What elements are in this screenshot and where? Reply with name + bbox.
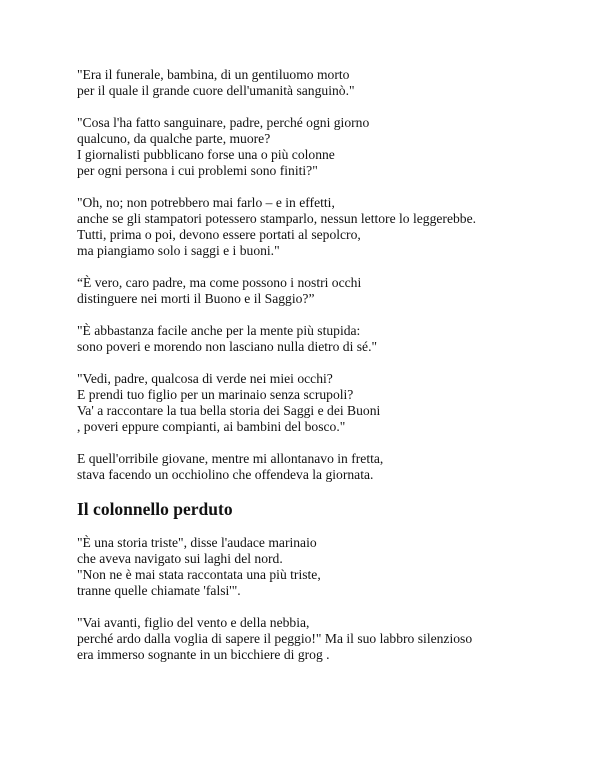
poem-line: "Cosa l'ha fatto sanguinare, padre, perché ogni giorno [77, 115, 370, 130]
poem-line: perché ardo dalla voglia di sapere il peggio!" Ma il suo labbro silenzioso [77, 631, 473, 646]
poem-line: “È vero, caro padre, ma come possono i nostri occhi [77, 275, 362, 290]
stanza-grog [77, 615, 577, 663]
poem-line: sono poveri e morendo non lasciano nulla dietro di sé." [77, 339, 378, 354]
poem-line: tranne quelle chiamate 'falsi'". [77, 583, 241, 598]
stanza-easy [77, 323, 577, 355]
poem-line: Tutti, prima o poi, devono essere portati al sepolcro, [77, 227, 361, 242]
poem-line: E prendi tuo figlio per un marinaio senza scrupoli? [77, 387, 354, 402]
poem-line: "È una storia triste", disse l'audace marinaio [77, 535, 317, 550]
poem-line: Va' a raccontare la tua bella storia dei Saggi e dei Buoni [77, 403, 381, 418]
stanza-bleed [77, 115, 577, 179]
stanza-youth [77, 451, 577, 483]
stanza-eyes [77, 275, 577, 307]
poem-line: "Non ne è mai stata raccontata una più triste, [77, 567, 321, 582]
poem-line: E quell'orribile giovane, mentre mi allontanavo in fretta, [77, 451, 384, 466]
poem-line: anche se gli stampatori potessero stamparlo, nessun lettore lo leggerebbe. [77, 211, 477, 226]
stanza-green [77, 371, 577, 435]
poem-line: ma piangiamo solo i saggi e i buoni." [77, 243, 280, 258]
poem-line: , poveri eppure compianti, ai bambini del bosco." [77, 419, 346, 434]
poem-line: per il quale il grande cuore dell'umanità sanguinò." [77, 83, 355, 98]
poem-line: I giornalisti pubblicano forse una o più colonne [77, 147, 335, 162]
poem-line: "Vedi, padre, qualcosa di verde nei miei occhi? [77, 371, 333, 386]
poem-line: stava facendo un occhiolino che offendeva la giornata. [77, 467, 374, 482]
poem-line: "Oh, no; non potrebbero mai farlo – e in effetti, [77, 195, 335, 210]
poem-line: qualcuno, da qualche parte, muore? [77, 131, 271, 146]
poem-line: distinguere nei morti il Buono e il Saggio?” [77, 291, 315, 306]
poem-line: "È abbastanza facile anche per la mente più stupida: [77, 323, 361, 338]
poem-line: era immerso sognante in un bicchiere di grog . [77, 647, 330, 662]
stanza-funeral [77, 67, 577, 99]
poem-line: che aveva navigato sui laghi del nord. [77, 551, 283, 566]
stanza-sad-story [77, 535, 577, 599]
poem-line: per ogni persona i cui problemi sono finiti?" [77, 163, 318, 178]
poem-line: "Vai avanti, figlio del vento e della nebbia, [77, 615, 310, 630]
poem-body [77, 67, 577, 679]
stanza-printers [77, 195, 577, 259]
section-heading: Il colonnello perduto [77, 499, 233, 519]
poem-line: "Era il funerale, bambina, di un gentiluomo morto [77, 67, 350, 82]
